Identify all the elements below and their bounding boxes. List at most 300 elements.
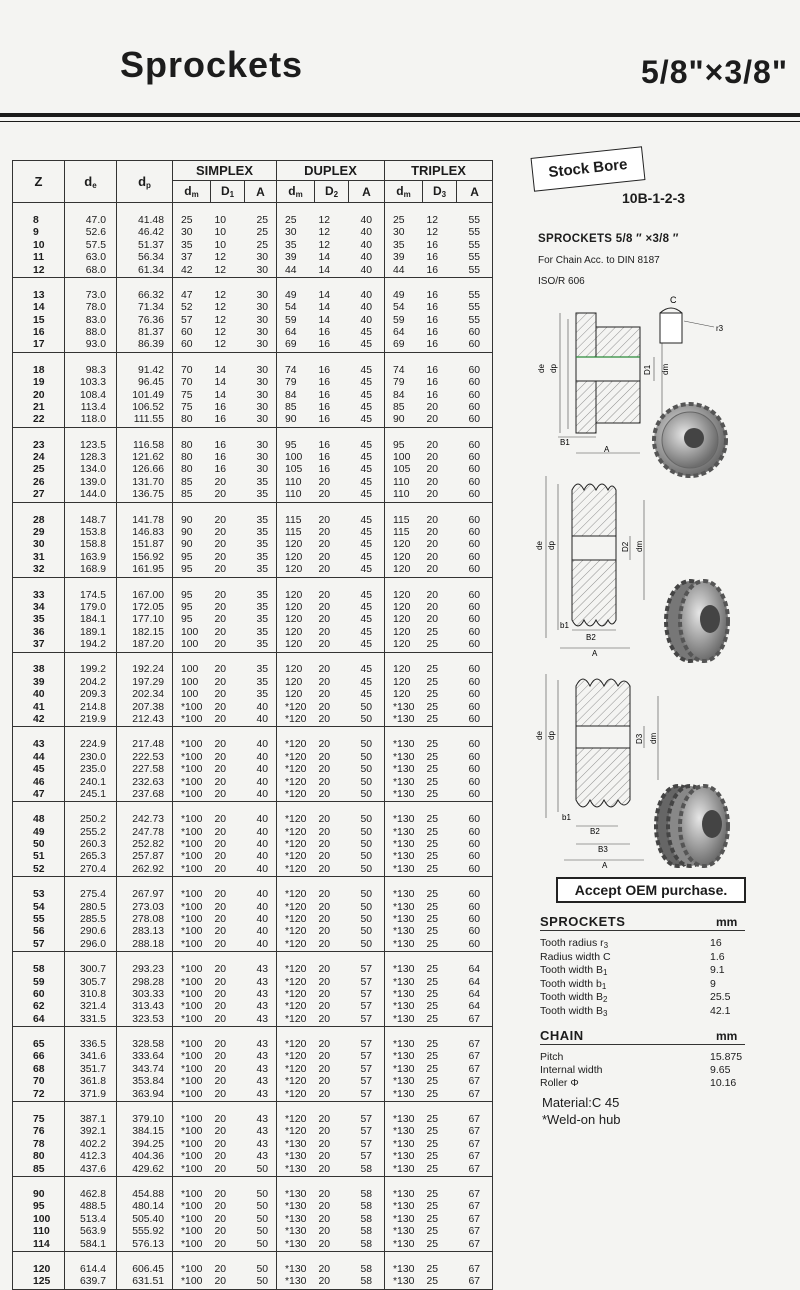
table-cell: 78.0 bbox=[65, 302, 117, 314]
table-cell: *100 bbox=[173, 939, 211, 952]
table-cell: 58 bbox=[33, 964, 45, 976]
table-cell: 45 bbox=[349, 489, 385, 502]
table-row bbox=[13, 390, 493, 402]
table-cell: 131.70 bbox=[117, 477, 173, 489]
table-cell: 60 bbox=[468, 851, 481, 863]
table-cell: 67 bbox=[468, 1276, 481, 1288]
table-row bbox=[13, 926, 493, 938]
table-row bbox=[13, 614, 493, 626]
table-cell: 67 bbox=[468, 1188, 481, 1200]
spec-value: 9.1 bbox=[710, 964, 725, 977]
table-cell: 16 bbox=[318, 414, 331, 426]
table-cell: 141.78 bbox=[117, 515, 173, 527]
table-cell: 37 bbox=[173, 252, 211, 264]
table-cell: 57 bbox=[349, 1064, 385, 1076]
table-cell: 576.13 bbox=[117, 1239, 173, 1252]
table-cell: 16 bbox=[318, 452, 331, 464]
table-cell: 60 bbox=[468, 589, 481, 601]
spec-label-text: Radius width C bbox=[540, 950, 611, 963]
table-cell: 40 bbox=[245, 926, 277, 938]
table-cell: 20 bbox=[318, 1188, 331, 1200]
table-cell: 90 bbox=[173, 515, 211, 527]
table-cell: 20 bbox=[214, 1013, 227, 1025]
table-cell: 90 bbox=[173, 539, 211, 551]
table-cell: 50 bbox=[349, 764, 385, 776]
table-cell: 20 bbox=[426, 564, 439, 576]
table-cell: 95 bbox=[173, 590, 211, 602]
table-cell: 25 bbox=[426, 988, 439, 1000]
table-cell: 120 bbox=[393, 564, 411, 576]
tooth-c-label: C bbox=[670, 295, 677, 305]
table-cell: 20 bbox=[318, 1213, 331, 1225]
table-cell: 16 bbox=[318, 401, 331, 413]
table-cell: *130 bbox=[393, 701, 415, 713]
table-cell: 222.53 bbox=[117, 752, 173, 764]
table-cell: 90 bbox=[393, 414, 405, 426]
table-row bbox=[13, 1164, 493, 1177]
table-cell: 20 bbox=[214, 564, 227, 576]
table-row bbox=[13, 1076, 493, 1088]
sprockets-spec-unit: mm bbox=[716, 915, 738, 929]
table-cell: 120 bbox=[285, 589, 303, 601]
table-cell: 214.8 bbox=[65, 702, 117, 714]
table-row bbox=[13, 851, 493, 863]
table-cell: 67 bbox=[468, 1226, 481, 1238]
table-row bbox=[13, 1239, 493, 1252]
table-cell: 146.83 bbox=[117, 527, 173, 539]
table-cell: 45 bbox=[349, 552, 385, 564]
table-cell: 111.55 bbox=[117, 414, 173, 427]
table-cell: 30 bbox=[245, 440, 277, 452]
table-cell: 16 bbox=[426, 327, 439, 339]
chain-spec-unit: mm bbox=[716, 1029, 738, 1043]
table-cell: 30 bbox=[245, 365, 277, 377]
table-cell: 35 bbox=[245, 515, 277, 527]
table-cell: 288.18 bbox=[117, 939, 173, 952]
table-cell: 16 bbox=[33, 327, 45, 339]
table-cell: 20 bbox=[318, 814, 331, 826]
product-code: 10B-1-2-3 bbox=[622, 190, 686, 206]
triplex-dm-label: dm bbox=[649, 732, 658, 744]
table-cell: 217.48 bbox=[117, 739, 173, 751]
table-cell: 67 bbox=[468, 1013, 481, 1025]
table-cell: 40 bbox=[349, 290, 385, 302]
table-cell: 50 bbox=[349, 914, 385, 926]
col-simplex-d1: $D_1$ bbox=[211, 181, 245, 203]
table-cell: 20 bbox=[426, 452, 439, 464]
table-cell: 60 bbox=[468, 601, 481, 613]
table-cell: 95 bbox=[173, 602, 211, 614]
table-cell: 298.28 bbox=[117, 977, 173, 989]
table-cell: 50 bbox=[245, 1214, 277, 1226]
table-cell: *120 bbox=[285, 901, 307, 913]
table-cell: *100 bbox=[173, 1214, 211, 1226]
table-cell: 61.34 bbox=[117, 265, 173, 278]
table-cell: *100 bbox=[173, 864, 211, 877]
table-cell: 31 bbox=[33, 551, 45, 563]
table-cell: 20 bbox=[214, 664, 227, 676]
table-row bbox=[13, 489, 493, 502]
table-cell: 25 bbox=[426, 814, 439, 826]
table-cell: 167.00 bbox=[117, 590, 173, 602]
table-cell: 20 bbox=[214, 964, 227, 976]
table-row bbox=[13, 1151, 493, 1163]
table-cell: *100 bbox=[173, 1051, 211, 1063]
table-cell: 30 bbox=[245, 377, 277, 389]
table-cell: 72 bbox=[33, 1088, 45, 1100]
table-cell: *120 bbox=[285, 776, 307, 788]
table-row bbox=[13, 639, 493, 652]
table-cell: 25 bbox=[426, 889, 439, 901]
table-cell: 25 bbox=[426, 1088, 439, 1100]
table-cell: 20 bbox=[214, 1113, 227, 1125]
table-cell: 86.39 bbox=[117, 339, 173, 352]
table-cell: *100 bbox=[173, 851, 211, 863]
table-cell: 20 bbox=[214, 589, 227, 601]
table-cell: 25 bbox=[426, 826, 439, 838]
table-cell: 328.58 bbox=[117, 1039, 173, 1051]
table-cell: 25 bbox=[393, 214, 405, 226]
table-cell: 14 bbox=[318, 289, 331, 301]
table-row bbox=[13, 527, 493, 539]
table-cell: 8 bbox=[33, 214, 39, 226]
table-cell: 30 bbox=[245, 402, 277, 414]
table-cell: *120 bbox=[285, 1001, 307, 1013]
simplex-bore bbox=[576, 357, 640, 381]
table-cell: *120 bbox=[285, 788, 307, 800]
table-cell: 73.0 bbox=[65, 290, 117, 302]
table-cell: 20 bbox=[318, 1201, 331, 1213]
table-cell: 25 bbox=[426, 839, 439, 851]
table-cell: 96.45 bbox=[117, 377, 173, 389]
table-cell: 80 bbox=[173, 452, 211, 464]
table-cell: 39 bbox=[33, 676, 45, 688]
table-cell: 58 bbox=[349, 1276, 385, 1289]
table-cell: 20 bbox=[214, 826, 227, 838]
table-cell: 40 bbox=[245, 827, 277, 839]
table-cell: *120 bbox=[285, 839, 307, 851]
table-cell: 60 bbox=[468, 814, 481, 826]
table-cell: 16 bbox=[318, 464, 331, 476]
table-cell: *130 bbox=[393, 751, 415, 763]
table-cell: *130 bbox=[393, 826, 415, 838]
table-cell: 54 bbox=[393, 302, 405, 314]
table-cell: 16 bbox=[426, 389, 439, 401]
table-cell: 606.45 bbox=[117, 1264, 173, 1276]
table-cell: *120 bbox=[285, 1063, 307, 1075]
duplex-a-label: A bbox=[592, 649, 598, 658]
table-cell: 25 bbox=[245, 215, 277, 227]
table-cell: 55 bbox=[468, 227, 481, 239]
table-cell: 25 bbox=[426, 1039, 439, 1051]
table-cell: 10 bbox=[214, 227, 227, 239]
table-cell: 120 bbox=[33, 1263, 51, 1275]
table-cell: 120 bbox=[393, 676, 411, 688]
table-cell: 12 bbox=[318, 214, 331, 226]
table-cell: 280.5 bbox=[65, 902, 117, 914]
table-cell: 80 bbox=[33, 1151, 45, 1163]
table-cell: 20 bbox=[214, 601, 227, 613]
table-cell: 40 bbox=[245, 789, 277, 802]
table-cell: 57 bbox=[349, 1051, 385, 1063]
table-row bbox=[13, 1014, 493, 1027]
table-cell: *100 bbox=[173, 1039, 211, 1051]
table-cell: *100 bbox=[173, 764, 211, 776]
table-cell: 57 bbox=[349, 977, 385, 989]
table-cell: 47.0 bbox=[65, 215, 117, 227]
table-row bbox=[13, 914, 493, 926]
table-cell: 25 bbox=[426, 739, 439, 751]
table-cell: *120 bbox=[285, 1013, 307, 1025]
table-cell: 16 bbox=[214, 452, 227, 464]
table-row bbox=[13, 889, 493, 901]
table-cell: 25 bbox=[173, 215, 211, 227]
table-cell: *130 bbox=[393, 1163, 415, 1175]
table-cell: 55 bbox=[468, 289, 481, 301]
table-cell: 108.4 bbox=[65, 390, 117, 402]
table-cell: 20 bbox=[318, 1238, 331, 1250]
table-cell: 60 bbox=[468, 889, 481, 901]
table-cell: 43 bbox=[245, 1039, 277, 1051]
table-cell: 57 bbox=[349, 1076, 385, 1088]
table-cell: 333.64 bbox=[117, 1051, 173, 1063]
table-cell: 14 bbox=[318, 314, 331, 326]
table-cell: 40 bbox=[245, 864, 277, 877]
header-rule-thin bbox=[0, 121, 800, 122]
table-row bbox=[13, 1114, 493, 1126]
table-cell: *100 bbox=[173, 1264, 211, 1276]
table-cell: *130 bbox=[393, 1201, 415, 1213]
table-cell: 16 bbox=[214, 439, 227, 451]
table-cell: 252.82 bbox=[117, 839, 173, 851]
table-cell: *100 bbox=[173, 739, 211, 751]
duplex-bore bbox=[572, 536, 616, 560]
table-cell: 60 bbox=[468, 464, 481, 476]
table-cell: 95 bbox=[393, 439, 405, 451]
table-cell: 45 bbox=[349, 452, 385, 464]
table-cell: 379.10 bbox=[117, 1114, 173, 1126]
col-simplex-dm: $d_m$ bbox=[173, 181, 211, 203]
table-cell: 57 bbox=[349, 1151, 385, 1163]
table-cell: 20 bbox=[214, 514, 227, 526]
table-cell: *130 bbox=[393, 776, 415, 788]
table-cell: 14 bbox=[214, 389, 227, 401]
table-cell: 275.4 bbox=[65, 889, 117, 901]
table-cell: 25 bbox=[426, 1051, 439, 1063]
table-cell: *130 bbox=[393, 901, 415, 913]
table-cell: 25 bbox=[426, 751, 439, 763]
table-cell: 90 bbox=[285, 414, 297, 426]
table-cell: 20 bbox=[318, 889, 331, 901]
table-cell: 84 bbox=[285, 389, 297, 401]
table-cell: 67 bbox=[468, 1126, 481, 1138]
table-cell: 20 bbox=[214, 1263, 227, 1275]
table-cell: 20 bbox=[214, 814, 227, 826]
table-cell: 95 bbox=[173, 614, 211, 626]
table-cell: 125 bbox=[33, 1276, 51, 1288]
table-cell: 85 bbox=[33, 1163, 45, 1175]
table-row bbox=[13, 302, 493, 314]
table-cell: *130 bbox=[393, 1088, 415, 1100]
table-cell: 126.66 bbox=[117, 464, 173, 476]
table-cell: 43 bbox=[33, 739, 45, 751]
table-cell: 18 bbox=[33, 364, 45, 376]
table-cell: 37 bbox=[33, 639, 45, 651]
table-cell: 67 bbox=[468, 1151, 481, 1163]
table-row bbox=[13, 902, 493, 914]
table-cell: 45 bbox=[349, 602, 385, 614]
table-cell: 20 bbox=[318, 764, 331, 776]
table-cell: 110 bbox=[393, 489, 410, 501]
table-cell: 57 bbox=[173, 315, 211, 327]
table-cell: 25 bbox=[426, 1213, 439, 1225]
spec-value: 25.5 bbox=[710, 991, 731, 1004]
table-cell: 14 bbox=[318, 252, 331, 264]
table-cell: *120 bbox=[285, 826, 307, 838]
table-cell: 44 bbox=[393, 264, 405, 276]
table-cell: *100 bbox=[173, 914, 211, 926]
col-duplex-a: A bbox=[349, 181, 385, 203]
table-cell: 35 bbox=[245, 539, 277, 551]
sprocket-table-container bbox=[12, 160, 492, 1290]
table-cell: 57 bbox=[349, 989, 385, 1001]
table-cell: *120 bbox=[285, 851, 307, 863]
table-cell: *130 bbox=[393, 1226, 415, 1238]
table-cell: 20 bbox=[214, 701, 227, 713]
table-cell: *130 bbox=[285, 1213, 307, 1225]
chain-spec-heading: CHAIN bbox=[540, 1028, 584, 1043]
table-cell: 25 bbox=[426, 664, 439, 676]
table-cell: 100 bbox=[173, 677, 211, 689]
table-cell: 20 bbox=[318, 664, 331, 676]
table-cell: 199.2 bbox=[65, 664, 117, 676]
table-cell: 35 bbox=[245, 639, 277, 652]
table-cell: 14 bbox=[318, 302, 331, 314]
table-cell: 20 bbox=[318, 514, 331, 526]
table-cell: 60 bbox=[468, 539, 481, 551]
table-cell: 55 bbox=[468, 239, 481, 251]
table-cell: 16 bbox=[426, 239, 439, 251]
table-cell: 20 bbox=[318, 639, 331, 651]
weld-note: *Weld-on hub bbox=[542, 1112, 621, 1127]
table-cell: 12 bbox=[426, 214, 439, 226]
table-cell: 305.7 bbox=[65, 977, 117, 989]
simplex-d1-label: D1 bbox=[643, 364, 652, 375]
table-cell: 121.62 bbox=[117, 452, 173, 464]
table-cell: 40 bbox=[245, 739, 277, 751]
table-cell: 35 bbox=[245, 527, 277, 539]
table-cell: 45 bbox=[349, 440, 385, 452]
table-cell: 45 bbox=[349, 677, 385, 689]
table-cell: 64 bbox=[468, 988, 481, 1000]
table-cell: 148.7 bbox=[65, 515, 117, 527]
table-cell: 17 bbox=[33, 339, 45, 351]
table-cell: 43 bbox=[245, 1014, 277, 1027]
table-cell: 30 bbox=[245, 315, 277, 327]
table-cell: 25 bbox=[426, 851, 439, 863]
table-cell: 161.95 bbox=[117, 564, 173, 577]
table-cell: 230.0 bbox=[65, 752, 117, 764]
table-cell: 106.52 bbox=[117, 402, 173, 414]
table-cell: 240.1 bbox=[65, 777, 117, 789]
table-cell: 20 bbox=[214, 1238, 227, 1250]
table-cell: 25 bbox=[426, 964, 439, 976]
table-cell: 60 bbox=[468, 914, 481, 925]
table-cell: 55 bbox=[468, 264, 481, 276]
table-row bbox=[13, 827, 493, 839]
table-cell: 43 bbox=[245, 1001, 277, 1013]
table-cell: 50 bbox=[349, 702, 385, 714]
table-cell: 177.10 bbox=[117, 614, 173, 626]
table-cell: 20 bbox=[318, 1126, 331, 1138]
table-cell: 43 bbox=[245, 1076, 277, 1088]
table-cell: 120 bbox=[285, 564, 303, 576]
table-cell: 50 bbox=[245, 1276, 277, 1289]
table-cell: 60 bbox=[468, 327, 481, 339]
table-cell: *100 bbox=[173, 1014, 211, 1027]
table-cell: 78 bbox=[33, 1138, 45, 1150]
table-cell: 20 bbox=[318, 1226, 331, 1238]
table-cell: 12 bbox=[33, 264, 45, 276]
table-cell: 33 bbox=[33, 589, 45, 601]
table-cell: 20 bbox=[214, 689, 227, 701]
table-cell: 30 bbox=[285, 227, 297, 239]
table-cell: *100 bbox=[173, 1276, 211, 1289]
table-cell: 47 bbox=[33, 788, 45, 800]
table-cell: 57 bbox=[349, 1126, 385, 1138]
table-cell: 20 bbox=[318, 714, 331, 726]
table-cell: *100 bbox=[173, 714, 211, 727]
table-cell: 25 bbox=[426, 1138, 439, 1150]
table-cell: 113.4 bbox=[65, 402, 117, 414]
table-cell: 20 bbox=[426, 476, 439, 488]
table-cell: *130 bbox=[393, 1213, 415, 1225]
table-cell: 64 bbox=[468, 1001, 481, 1013]
table-cell: 60 bbox=[468, 926, 481, 938]
table-cell: *100 bbox=[173, 926, 211, 938]
table-cell: *130 bbox=[393, 1263, 415, 1275]
table-cell: 43 bbox=[245, 1126, 277, 1138]
table-cell: 26 bbox=[33, 476, 45, 488]
spec-label-text: Pitch bbox=[540, 1051, 564, 1063]
table-cell: 270.4 bbox=[65, 864, 117, 877]
table-cell: 232.63 bbox=[117, 777, 173, 789]
table-cell: 44 bbox=[33, 751, 45, 763]
table-cell: 40 bbox=[245, 777, 277, 789]
table-cell: 392.1 bbox=[65, 1126, 117, 1138]
table-cell: 168.9 bbox=[65, 564, 117, 577]
table-cell: *120 bbox=[285, 739, 307, 751]
triplex-dp-label: dp bbox=[547, 731, 556, 740]
table-cell: 43 bbox=[245, 1151, 277, 1163]
table-cell: 58 bbox=[349, 1226, 385, 1238]
table-cell: *100 bbox=[173, 752, 211, 764]
table-cell: 25 bbox=[426, 676, 439, 688]
oem-banner: Accept OEM purchase. bbox=[556, 877, 746, 903]
table-cell: 85 bbox=[285, 401, 297, 413]
table-cell: *130 bbox=[393, 839, 415, 851]
table-cell: 278.08 bbox=[117, 914, 173, 926]
table-cell: 62 bbox=[33, 1001, 45, 1013]
table-cell: *130 bbox=[393, 764, 415, 776]
table-cell: 20 bbox=[426, 464, 439, 476]
table-cell: 9 bbox=[33, 227, 39, 239]
table-cell: 35 bbox=[245, 552, 277, 564]
table-cell: 25 bbox=[426, 788, 439, 800]
table-cell: 110 bbox=[285, 489, 302, 501]
table-cell: 49 bbox=[393, 289, 405, 301]
table-cell: 235.0 bbox=[65, 764, 117, 776]
